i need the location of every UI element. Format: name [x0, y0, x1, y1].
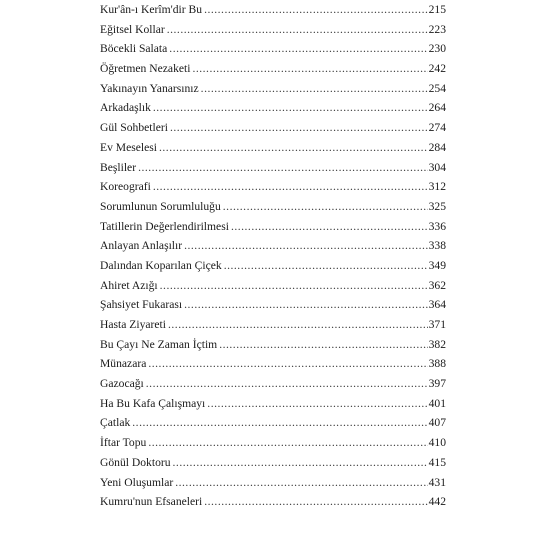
- toc-entry-page: 242: [428, 62, 446, 76]
- toc-entry: [100, 197, 446, 217]
- toc-entry-page: 364: [428, 298, 446, 312]
- toc-entry-page: 397: [428, 377, 446, 391]
- toc-dot-leader: [146, 374, 428, 394]
- toc-entry-page: 284: [428, 140, 446, 154]
- toc-entry-title: Beşliler: [100, 160, 137, 174]
- toc-entry: [100, 0, 446, 20]
- toc-entry-page: 401: [428, 396, 446, 410]
- toc-entry-page: 264: [428, 101, 446, 115]
- toc-entry-title: Öğretmen Nezaketi: [100, 62, 191, 76]
- toc-dot-leader: [184, 236, 428, 256]
- toc-entry-title: Gül Sohbetleri: [100, 121, 168, 135]
- toc-dot-leader: [207, 394, 427, 414]
- toc-entry-title: Dalından Koparılan Çiçek: [100, 258, 222, 272]
- toc-dot-leader: [148, 433, 427, 453]
- toc-entry: [100, 118, 446, 138]
- toc-entry-title: Eğitsel Kollar: [100, 22, 165, 36]
- toc-entry-title: Ha Bu Kafa Çalışmayı: [100, 396, 206, 410]
- toc-entry: [100, 98, 446, 118]
- toc-entry-title: Gönül Doktoru: [100, 455, 171, 469]
- toc-dot-leader: [169, 39, 427, 59]
- toc-entry-title: Çatlak: [100, 416, 131, 430]
- toc-dot-leader: [168, 315, 428, 335]
- toc-entry-title: Şahsiyet Fukarası: [100, 298, 183, 312]
- toc-entry-page: 325: [428, 199, 446, 213]
- toc-dot-leader: [160, 276, 428, 296]
- toc-entry: [100, 59, 446, 79]
- toc-dot-leader: [167, 20, 428, 40]
- toc-entry-title: Sorumlunun Sorumluluğu: [100, 199, 221, 213]
- toc-entry: [100, 39, 446, 59]
- toc-entry: [100, 276, 446, 296]
- toc-dot-leader: [223, 197, 428, 217]
- toc-dot-leader: [138, 158, 428, 178]
- toc-entry: [100, 433, 446, 453]
- toc-dot-leader: [184, 295, 427, 315]
- toc-entry: [100, 217, 446, 237]
- toc-dot-leader: [219, 335, 427, 355]
- toc-entry-page: 362: [428, 278, 446, 292]
- toc-entry: [100, 473, 446, 493]
- toc-entry: [100, 158, 446, 178]
- toc-entry-title: Bu Çayı Ne Zaman İçtim: [100, 337, 218, 351]
- toc-entry: [100, 295, 446, 315]
- toc-entry: [100, 236, 446, 256]
- toc-entry: [100, 453, 446, 473]
- toc-entry-page: 371: [428, 318, 446, 331]
- toc-entry-title: Koreografi: [100, 180, 151, 194]
- toc-entry-title: Ahiret Azığı: [100, 278, 158, 292]
- toc-entry-title: İftar Topu: [100, 436, 147, 450]
- toc-entry-page: 254: [428, 81, 446, 95]
- toc-entry: [100, 138, 446, 158]
- toc-dot-leader: [148, 354, 427, 374]
- table-of-contents: [100, 0, 446, 512]
- toc-dot-leader: [231, 217, 428, 237]
- toc-entry-page: 407: [428, 416, 446, 430]
- toc-entry: [100, 374, 446, 394]
- toc-entry-page: 304: [428, 160, 446, 174]
- toc-entry-page: 415: [428, 455, 446, 469]
- toc-dot-leader: [224, 256, 428, 276]
- toc-entry: [100, 20, 446, 40]
- toc-dot-leader: [204, 492, 427, 512]
- toc-entry-title: Ev Meselesi: [100, 140, 157, 154]
- toc-dot-leader: [201, 79, 428, 99]
- toc-entry-title: Anlayan Anlaşılır: [100, 239, 183, 253]
- toc-entry-page: 410: [428, 436, 446, 450]
- toc-entry-page: 274: [428, 121, 446, 135]
- toc-entry: [100, 79, 446, 99]
- toc-dot-leader: [173, 453, 428, 473]
- toc-entry-page: 382: [428, 337, 446, 351]
- toc-entry: [100, 177, 446, 197]
- toc-entry: [100, 354, 446, 374]
- toc-entry: [100, 256, 446, 276]
- toc-dot-leader: [192, 59, 427, 79]
- toc-entry: [100, 315, 446, 335]
- toc-dot-leader: [153, 98, 428, 118]
- toc-entry-title: Gazocağı: [100, 377, 144, 391]
- toc-entry-page: 338: [428, 239, 446, 253]
- toc-entry-title: Arkadaşlık: [100, 101, 151, 115]
- toc-dot-leader: [170, 118, 428, 138]
- toc-entry: [100, 413, 446, 433]
- toc-dot-leader: [153, 177, 428, 197]
- toc-dot-leader: [132, 413, 427, 433]
- toc-dot-leader: [175, 473, 427, 493]
- toc-entry-title: Kur'ân-ı Kerîm'dir Bu: [100, 3, 203, 16]
- toc-entry-page: 431: [428, 475, 446, 489]
- toc-entry-title: Tatillerin Değerlendirilmesi: [100, 219, 229, 233]
- toc-dot-leader: [159, 138, 428, 158]
- toc-entry-title: Kumru'nun Efsaneleri: [100, 495, 203, 509]
- toc-entry-title: Münazara: [100, 357, 147, 371]
- toc-dot-leader: [204, 0, 428, 20]
- toc-entry: [100, 394, 446, 414]
- toc-entry: [100, 335, 446, 355]
- toc-entry-page: 388: [428, 357, 446, 371]
- toc-entry-page: 215: [428, 3, 446, 16]
- toc-entry-page: 230: [428, 42, 446, 56]
- toc-entry-title: Yakınayın Yanarsınız: [100, 81, 199, 95]
- toc-entry-title: Hasta Ziyareti: [100, 318, 166, 331]
- toc-entry-page: 442: [428, 495, 446, 509]
- toc-entry-page: 312: [428, 180, 446, 194]
- toc-entry-page: 336: [428, 219, 446, 233]
- toc-entry-title: Yeni Oluşumlar: [100, 475, 174, 489]
- toc-entry: [100, 492, 446, 512]
- toc-entry-page: 349: [428, 258, 446, 272]
- toc-entry-page: 223: [428, 22, 446, 36]
- toc-entry-title: Böcekli Salata: [100, 42, 168, 56]
